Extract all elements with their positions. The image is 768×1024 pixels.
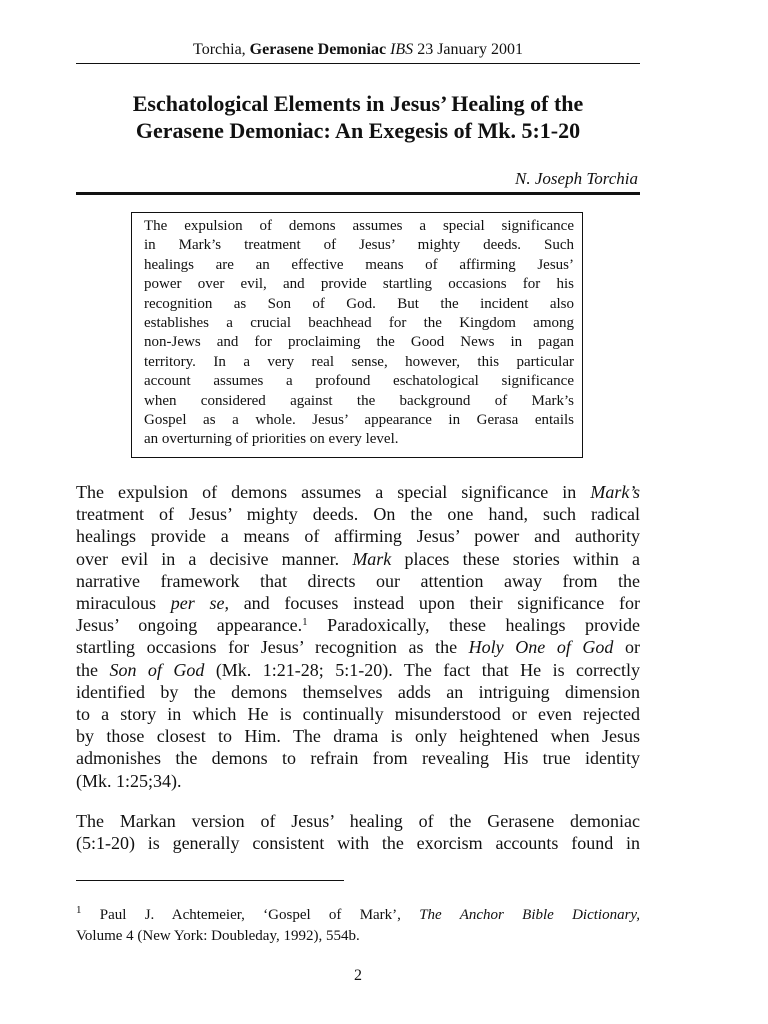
- footnote-text-run: Paul J. Achtemeier, ‘Gospel of Mark’,: [81, 907, 420, 923]
- footnote-marker: 1: [76, 904, 82, 916]
- abstract-box: [131, 212, 583, 458]
- article-title: [76, 90, 640, 144]
- abstract-line: healings are an effective means of affirming Jesus’: [144, 256, 574, 273]
- abstract-line: an overturning of priorities on every level.: [144, 431, 399, 448]
- title-rule: [76, 192, 640, 195]
- body-italic-mark: Mark’s: [590, 482, 640, 502]
- abstract-line: establishes a crucial beachhead for the Kingdom among: [144, 315, 574, 332]
- page-number: 2: [354, 967, 362, 984]
- body-line: healings provide a means of affirming Jesus’ power and authority: [76, 526, 640, 547]
- article-author: N. Joseph Torchia: [515, 169, 638, 188]
- article-title-line-1: Eschatological Elements in Jesus’ Healing of the: [132, 91, 584, 116]
- abstract-line: recognition as Son of God. But the incident also: [144, 295, 574, 312]
- abstract-line: territory. In a very real sense, however, this particular: [144, 353, 574, 370]
- body-text: [76, 481, 640, 854]
- body-text-run: miraculous: [76, 593, 171, 614]
- body-text-run: over evil in a decisive manner.: [76, 548, 353, 569]
- body-line: [76, 614, 640, 636]
- abstract-line: non-Jews and for proclaiming the Good News in pagan: [144, 334, 574, 351]
- body-line: by those closest to Him. The drama is only heightened when Jesus: [76, 726, 640, 747]
- footnote-line: [76, 905, 640, 926]
- body-paragraph-1: [76, 481, 640, 792]
- footnote-reference[interactable]: 1: [302, 616, 308, 629]
- footnote: [76, 905, 640, 947]
- body-text-run: (Mk. 1:21-28; 5:1-20). The fact that He is correctly: [204, 659, 640, 680]
- body-text-run: startling occasions for Jesus’ recognition as the: [76, 637, 469, 658]
- footnote-italic-title: The Anchor Bible Dictionary,: [419, 907, 641, 923]
- abstract-line: account assumes a profound eschatological significance: [144, 373, 574, 390]
- body-text-run: the: [76, 659, 110, 680]
- body-italic-son-of-god: Son of God: [109, 659, 205, 680]
- abstract-line: The expulsion of demons assumes a special significance: [144, 218, 574, 234]
- body-line: [76, 548, 640, 570]
- body-line: to a story in which He is continually misunderstood or even rejected: [76, 704, 640, 725]
- body-text-run: The expulsion of demons assumes a special significance in: [76, 482, 591, 502]
- body-line: identified by the demons themselves adds an intriguing dimension: [76, 681, 640, 702]
- running-head-short-title: Gerasene Demoniac: [249, 41, 387, 58]
- running-head: [76, 40, 640, 60]
- body-text-run: Jesus’ ongoing appearance.: [76, 615, 303, 636]
- footnote-line: Volume 4 (New York: Doubleday, 1992), 554b.: [76, 928, 360, 944]
- body-line: (5:1-20) is generally consistent with the exorcism accounts found in: [76, 833, 640, 854]
- header-rule: [76, 63, 640, 64]
- running-head-author: Torchia,: [193, 41, 246, 58]
- body-text-run: Paradoxically, these healings provide: [307, 615, 641, 636]
- body-line: narrative framework that directs our attention away from the: [76, 570, 640, 591]
- body-italic-holy-one: Holy One of God: [468, 637, 614, 658]
- abstract-line: power over evil, and provide startling occasions for his: [144, 276, 574, 293]
- body-line: [76, 659, 640, 681]
- article-title-line-2: Gerasene Demoniac: An Exegesis of Mk. 5:1-20: [135, 118, 581, 143]
- abstract-line: Gospel as a whole. Jesus’ appearance in Gerasa entails: [144, 412, 574, 429]
- body-line: [76, 481, 640, 503]
- abstract-line: when considered against the background of Mark’s: [144, 392, 574, 409]
- body-text-run: places these stories within a: [391, 548, 640, 569]
- body-text-run: or: [613, 637, 640, 658]
- body-line: [76, 636, 640, 658]
- abstract-line: in Mark’s treatment of Jesus’ mighty deeds. Such: [144, 237, 574, 254]
- running-head-date: 23 January 2001: [417, 41, 523, 58]
- body-italic-per-se: per se,: [170, 593, 229, 614]
- body-paragraph-2: [76, 810, 640, 854]
- body-line: [76, 592, 640, 614]
- running-head-journal: IBS: [390, 41, 414, 58]
- body-line: admonishes the demons to refrain from revealing His true identity: [76, 748, 640, 769]
- body-line: The Markan version of Jesus’ healing of the Gerasene demoniac: [76, 810, 640, 831]
- body-line: treatment of Jesus’ mighty deeds. On the one hand, such radical: [76, 504, 640, 525]
- body-line: (Mk. 1:25;34).: [76, 770, 182, 791]
- body-text-run: and focuses instead upon their significance for: [228, 593, 640, 614]
- body-italic-mark: Mark: [352, 548, 392, 569]
- footnote-rule: [76, 880, 344, 881]
